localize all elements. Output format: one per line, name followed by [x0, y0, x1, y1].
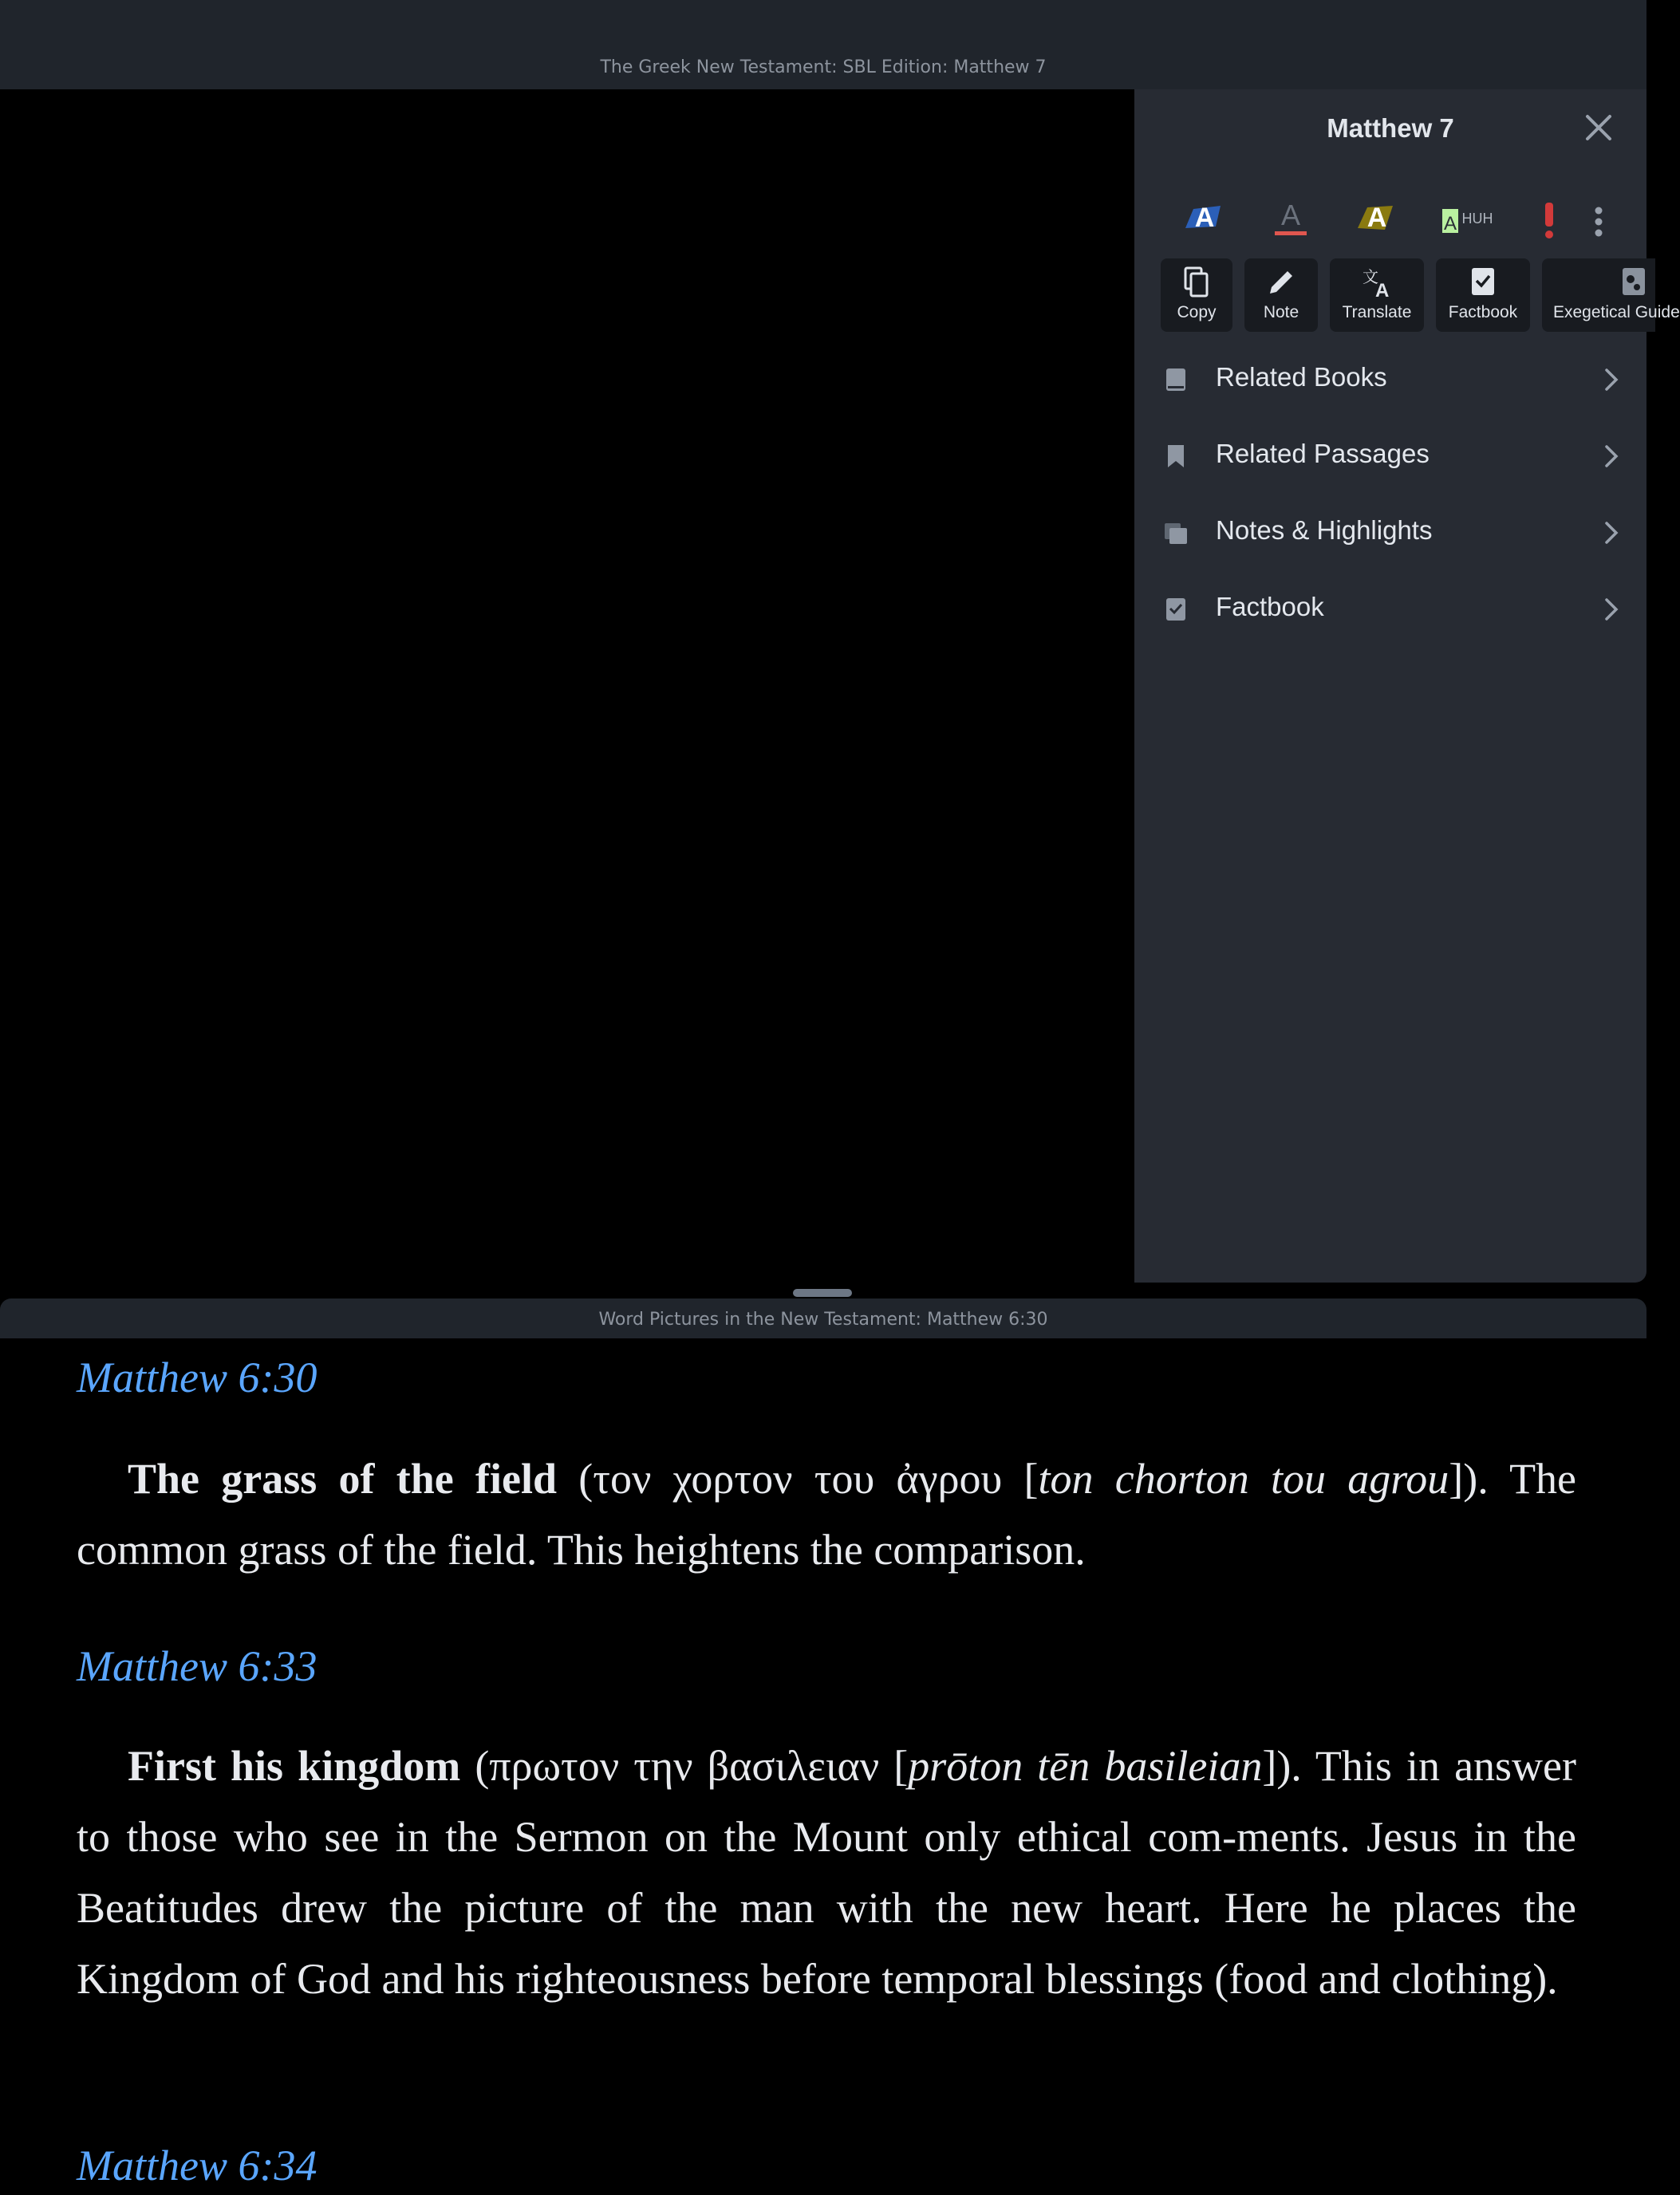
verse-reference-link[interactable]: Matthew 6:33 — [77, 1642, 317, 1690]
blue-highlight-button[interactable] — [1173, 182, 1236, 262]
commentary-body: This in answer to those who see in the Sermon on the Mount only ethical com-ments. Jesus in the Beatitudes drew the picture of the man with the new heart. Here he places the Kingdom of God and his righteousness before temporal blessings (food and clothing). — [77, 1742, 1576, 2003]
panel-title: Matthew 7 — [1327, 113, 1454, 143]
menu-item-notes-highlights[interactable] — [1134, 499, 1646, 568]
note-label: Note — [1263, 303, 1299, 321]
exegetical-guide-button[interactable] — [1542, 258, 1680, 332]
svg-text:A: A — [1194, 203, 1215, 233]
verse-reference-link[interactable]: Matthew 6:34 — [77, 2142, 317, 2189]
olive-highlight-icon — [1345, 182, 1409, 262]
transliteration: prōton tēn basileian — [908, 1742, 1263, 1790]
svg-text:文: 文 — [1363, 267, 1378, 286]
menu-item-factbook[interactable] — [1134, 576, 1646, 644]
translate-button[interactable] — [1330, 258, 1424, 332]
note-button[interactable] — [1244, 258, 1318, 332]
more-vertical-icon — [1581, 182, 1616, 262]
lower-pane-header — [0, 1298, 1646, 1338]
menu-item-related-books[interactable] — [1134, 346, 1646, 415]
lemma-term: First his kingdom — [128, 1742, 461, 1790]
menu-label-factbook: Factbook — [1216, 592, 1324, 621]
more-options-button[interactable] — [1581, 182, 1616, 262]
factbook-button[interactable] — [1436, 258, 1530, 332]
close-icon — [1581, 110, 1616, 145]
resource-title[interactable]: The Greek New Testament: SBL Edition: Matthew 7 — [600, 57, 1047, 77]
translate-icon — [1359, 265, 1394, 300]
pencil-icon — [1265, 265, 1297, 300]
chevron-right-icon — [1597, 365, 1626, 394]
greek-close: ]). — [1262, 1742, 1302, 1790]
greek-close: ]). — [1449, 1455, 1489, 1503]
chevron-right-icon — [1597, 595, 1626, 624]
upper-reading-pane[interactable] — [0, 89, 1134, 1283]
commentary-text[interactable] — [77, 1338, 1576, 2195]
svg-text:A: A — [1375, 280, 1390, 301]
copy-icon — [1181, 265, 1213, 300]
chevron-right-icon — [1597, 518, 1626, 547]
highlight-style-row — [1134, 182, 1646, 262]
chevron-right-icon — [1597, 442, 1626, 471]
copy-label: Copy — [1177, 303, 1217, 321]
context-side-panel — [1134, 89, 1680, 1283]
menu-label-related-books: Related Books — [1216, 362, 1387, 392]
greek-text[interactable]: (τον χορτον του ἀγρου [ — [578, 1455, 1039, 1503]
pane-splitter — [0, 1283, 1646, 1298]
svg-text:A: A — [1443, 213, 1457, 234]
lower-resource-title[interactable]: Word Pictures in the New Testament: Matthew 6:30 — [598, 1310, 1048, 1330]
exclamation-button[interactable] — [1517, 182, 1581, 262]
exclamation-icon — [1517, 182, 1581, 262]
red-underline-icon — [1259, 182, 1323, 262]
transliteration: ton chorton tou agrou — [1038, 1455, 1449, 1503]
factbook-icon — [1160, 593, 1192, 625]
svg-text:A: A — [1366, 203, 1387, 233]
commentary-body: The common grass of the field. This heightens the comparison. — [77, 1455, 1577, 1574]
factbook-icon — [1467, 265, 1499, 300]
top-title-bar — [0, 0, 1646, 89]
action-button-row — [1161, 258, 1680, 335]
commentary-paragraph — [77, 1731, 1576, 2015]
menu-item-related-passages[interactable] — [1134, 423, 1646, 491]
blue-highlight-icon — [1173, 182, 1236, 262]
lemma-term: The grass of the field — [128, 1455, 558, 1503]
commentary-paragraph — [77, 1444, 1576, 1586]
huh-label-button[interactable] — [1431, 182, 1495, 262]
greek-text[interactable]: (πρωτον την βασιλειαν [ — [475, 1742, 909, 1790]
olive-highlight-button[interactable] — [1345, 182, 1409, 262]
notes-stack-icon — [1160, 517, 1192, 549]
book-icon — [1160, 364, 1192, 396]
menu-label-notes-highlights: Notes & Highlights — [1216, 515, 1433, 545]
menu-label-related-passages: Related Passages — [1216, 439, 1430, 468]
red-underline-button[interactable] — [1259, 182, 1323, 262]
svg-text:HUH: HUH — [1461, 211, 1493, 227]
translate-label: Translate — [1342, 303, 1412, 321]
verse-reference-link[interactable]: Matthew 6:30 — [77, 1354, 317, 1401]
splitter-drag-handle[interactable] — [793, 1289, 852, 1297]
copy-button[interactable] — [1161, 258, 1232, 332]
svg-text:A: A — [1280, 199, 1301, 231]
exegetical-guide-icon — [1618, 265, 1650, 300]
close-button[interactable] — [1581, 110, 1616, 145]
bookmark-icon — [1160, 440, 1192, 472]
exegetical-guide-label: Exegetical Guide — [1553, 303, 1680, 321]
huh-label-icon — [1431, 182, 1495, 262]
factbook-label: Factbook — [1448, 303, 1518, 321]
